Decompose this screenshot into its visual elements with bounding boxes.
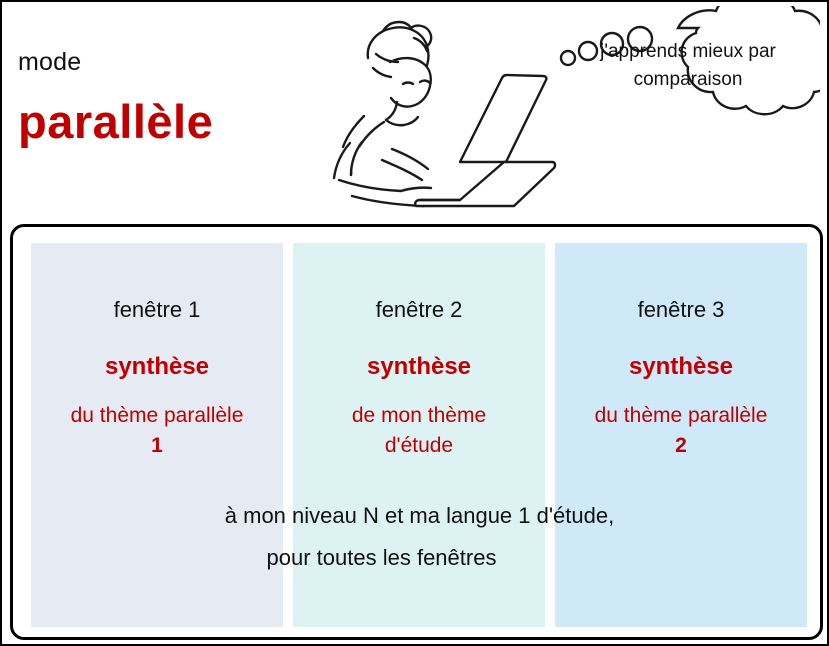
- window-label-2: fenêtre 2: [375, 297, 463, 322]
- window-subtitle-3-line2: 2: [675, 434, 687, 458]
- footer-note-line1: à mon niveau N et ma langue 1 d'étude,: [224, 503, 615, 528]
- window-label-1: fenêtre 1: [113, 297, 201, 322]
- window-subtitle-1-line1: du thème parallèle: [70, 404, 244, 427]
- footer-note-line2: pour toutes les fenêtres: [266, 544, 497, 570]
- header-area: [2, 2, 829, 224]
- window-subtitle-2: [293, 401, 545, 462]
- mode-label: mode: [18, 48, 82, 76]
- window-subtitle-3-line1: du thème parallèle: [594, 404, 768, 427]
- windows-panel: [10, 224, 823, 640]
- windows-columns: [31, 243, 808, 627]
- window-subtitle-1: [31, 401, 283, 462]
- window-column-2[interactable]: [293, 243, 545, 627]
- window-subtitle-1-line2: 1: [151, 434, 163, 458]
- window-column-1[interactable]: [31, 243, 283, 627]
- synthesis-label-1: synthèse: [104, 353, 210, 380]
- window-column-3[interactable]: [555, 243, 807, 627]
- person-at-laptop-illustration: [264, 10, 584, 225]
- thought-bubble-text: j'apprends mieux par comparaison: [600, 41, 776, 90]
- synthesis-label-2: synthèse: [366, 353, 472, 380]
- window-subtitle-3: [555, 401, 807, 462]
- window-subtitle-2-line1: de mon thème: [351, 404, 487, 427]
- synthesis-label-3: synthèse: [628, 353, 734, 380]
- window-subtitle-2-line2: d'étude: [384, 434, 454, 458]
- page-title: parallèle: [18, 95, 214, 148]
- window-label-3: fenêtre 3: [637, 297, 725, 322]
